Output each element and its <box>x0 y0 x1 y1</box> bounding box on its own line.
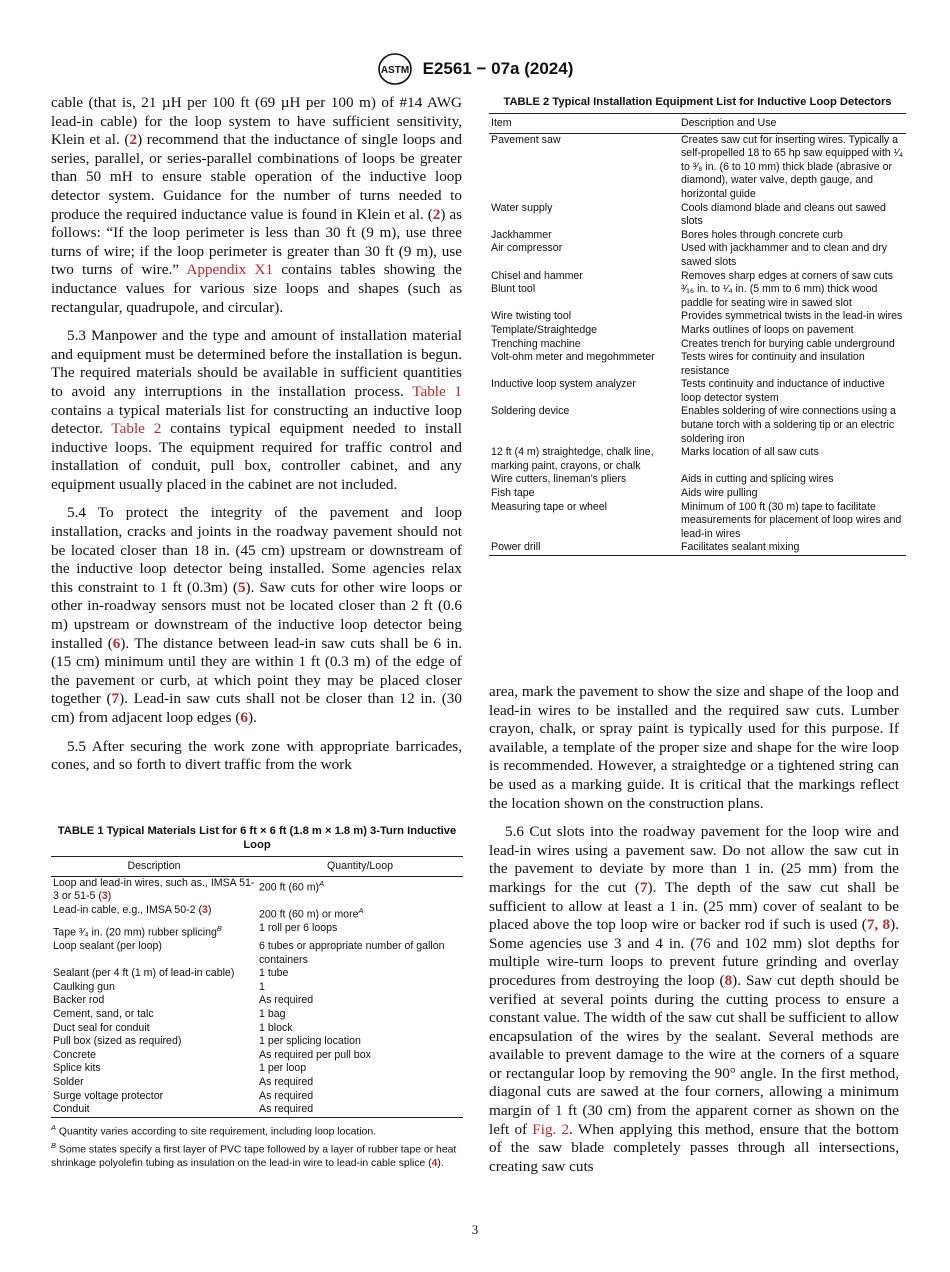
quantity-cell: 1 block <box>259 1021 293 1034</box>
item-cell: Blunt tool <box>491 283 536 296</box>
table-row <box>489 351 906 378</box>
item-cell: Chisel and hammer <box>491 269 583 282</box>
table-row <box>489 487 906 501</box>
table-1-caption: TABLE 1 Typical Materials List for 6 ft × 6 ft (1.8 m × 1.8 m) 3-Turn Inductive Loop <box>57 825 457 851</box>
table-row <box>489 405 906 446</box>
astm-logo-text: ASTM <box>380 65 409 76</box>
description-cell: Sealant (per 4 ft (1 m) of lead-in cable) <box>53 967 235 980</box>
table-2-caption: TABLE 2 Typical Installation Equipment List for Inductive Loop Detectors <box>503 96 892 108</box>
description-cell: Minimum of 100 ft (30 m) tape to facilitate measurements for placement of loop wires and lead-in wires <box>681 500 902 540</box>
table-row <box>489 133 906 201</box>
description-cell: Marks outlines of loops on pavement <box>681 323 854 336</box>
description-cell: Solder <box>53 1075 84 1088</box>
table-row <box>489 378 906 405</box>
quantity-cell: As required <box>259 1089 314 1102</box>
paragraph-5-6: 5.6 Cut slots into the roadway pavement for the loop wire and lead-in wires using a pavement saw. Do not allow the saw cut in the pavement to deviate by more than 1 in. (25 mm) from the markings for the cut (7). The depth of the saw cut shall be sufficient to allow at least a 1 in. (25 mm) cover of sealant to be placed above the top loop wire or backer rod if such is used (7, 8). Some agencies use 3 and 4 in. (76 and 102 mm) slot depths for multiple wire-turn loops to prevent future grinding and overlay procedures from destroying the loop (8). Saw cut depth should be verified at several points during the cutting process to ensure a constant value. The width of the saw cut shall be sufficient to allow encapsulation of the wires by the sealant. Several methods are available to prevent damage to the wire at the corners of a square or rectangular loop by removing the 90° angle. In the first method, diagonal cuts are sawed at the four corners, allowing a minimum margin of 1 ft (30 cm) from the apparent corner as shown on the left of Fig. 2. When applying this method, ensure that the bottom of the saw blade completely passes through all intersections, creating saw cuts <box>489 823 899 1175</box>
item-cell: Water supply <box>491 201 553 214</box>
table-row <box>489 242 906 269</box>
table-2 <box>489 95 906 556</box>
table-header-row <box>51 857 463 877</box>
description-cell: Cement, sand, or talc <box>53 1008 154 1020</box>
table-2-link[interactable]: Table 2 <box>111 420 162 438</box>
document-designation: E2561 − 07a (2024) <box>422 59 574 78</box>
page-number: 3 <box>471 1222 479 1237</box>
table-row <box>489 338 906 352</box>
ref-link[interactable]: 4 <box>431 1157 438 1169</box>
description-cell: Used with jackhammer and to clean and dry sawed slots <box>681 242 888 268</box>
table-row <box>51 1062 463 1076</box>
ref-link[interactable]: 5 <box>237 578 246 596</box>
table-row <box>489 229 906 243</box>
column-header: Description and Use <box>679 114 906 134</box>
table-row <box>51 1008 463 1022</box>
description-cell: Creates trench for burying cable underground <box>681 337 895 350</box>
table-row <box>51 1049 463 1063</box>
table-row <box>489 310 906 324</box>
appendix-x1-link[interactable]: Appendix X1 <box>186 261 274 279</box>
table-row <box>489 501 906 542</box>
item-cell: Air compressor <box>491 242 563 255</box>
description-cell: Tape ³⁄₄ in. (20 mm) rubber splicing$^B$ <box>53 923 222 939</box>
quantity-cell: 200 ft (60 m)$^A$ <box>259 878 325 894</box>
paragraph-5-5-cont: area, mark the pavement to show the size and shape of the loop and lead-in wires to be installed and the required saw cuts. Lumber crayon, chalk, or spray paint is typically used for this purpose. If available, a template of the proper size and shape for the wire loop is recommended. However, a straightedge or a tightened string can be used as a marking guide. It is critical that the markings reflect the location shown on the construction plans. <box>489 683 899 812</box>
description-cell: Aids wire pulling <box>681 487 758 500</box>
table-row <box>51 994 463 1008</box>
item-cell: Volt-ohm meter and megohmmeter <box>491 351 655 364</box>
table-row <box>51 981 463 995</box>
description-cell: Enables soldering of wire connections using a butane torch with a soldering tip or an electric soldering iron <box>681 405 896 445</box>
page-header <box>0 52 950 86</box>
description-cell: Removes sharp edges at corners of saw cuts <box>681 269 893 282</box>
ref-link[interactable]: 7 <box>111 690 120 708</box>
description-cell: Tests continuity and inductance of inductive loop detector system <box>681 378 885 404</box>
ref-link[interactable]: 2 <box>432 205 441 223</box>
quantity-cell: 6 tubes or appropriate number of gallon containers <box>259 940 445 966</box>
table-row <box>51 940 463 967</box>
item-cell: Inductive loop system analyzer <box>491 378 636 391</box>
description-cell: Loop and lead-in wires, such as., IMSA 51-3 or 51-5 (3) <box>53 876 255 903</box>
description-cell: Splice kits <box>53 1062 101 1075</box>
ref-link[interactable]: 7 <box>639 878 648 896</box>
item-cell: Fish tape <box>491 487 535 500</box>
ref-link[interactable]: 8 <box>724 971 733 989</box>
item-cell: Soldering device <box>491 405 570 418</box>
table-2-grid <box>489 113 906 556</box>
description-cell: Creates saw cut for inserting wires. Typically a self-propelled 18 to 65 hp saw equipped with ¹⁄₄ to ³⁄₈ in. (6 to 10 mm) thick blade (abrasive or diamond), water valve, depth gauge, and horizontal guide <box>681 133 904 200</box>
left-column <box>51 94 462 785</box>
description-cell: Pull box (sized as required) <box>53 1035 182 1048</box>
table-row <box>489 446 906 473</box>
ref-link[interactable]: 7, 8 <box>866 916 891 934</box>
description-cell: Caulking gun <box>53 980 115 993</box>
ref-link[interactable]: 3 <box>202 903 208 916</box>
ref-link[interactable]: 2 <box>129 131 138 149</box>
description-cell: Bores holes through concrete curb <box>681 228 843 241</box>
quantity-cell: As required <box>259 1075 314 1088</box>
table-1 <box>51 824 463 1170</box>
paragraph-inductance: cable (that is, 21 µH per 100 ft (69 µH per 100 m) of #14 AWG lead-in cable) for the loop system to have sufficient sensitivity, Klein et al. (2) recommend that the inductance of single loops and series, parallel, or series-parallel combinations of loops be greater than 50 mH to ensure stable operation of the inductive loop detector system. Guidance for the number of turns needed to produce the required inductance value is found in Klein et al. (2) as follows: “If the loop perimeter is less than 30 ft (9 m), use three turns of wire; if the loop perimeter is greater than 30 ft (9 m), use two turns of wire.” Appendix X1 contains tables showing the inductance values for various size loops and shapes (such as rectangular, quadrupole, and circular). <box>51 94 462 316</box>
quantity-cell: As required <box>259 1103 314 1116</box>
quantity-cell: 1 per loop <box>259 1062 307 1075</box>
column-header: Description <box>51 857 257 877</box>
description-cell: Duct seal for conduit <box>53 1021 150 1034</box>
table-row <box>489 473 906 487</box>
description-cell: ³⁄₁₆ in. to ¹⁄₄ in. (5 mm to 6 mm) thick wood paddle for seating wire in sawed slot <box>681 283 878 309</box>
table-1-link[interactable]: Table 1 <box>412 382 462 400</box>
item-cell: Template/Straightedge <box>491 323 598 336</box>
table-row <box>489 283 906 310</box>
quantity-cell: 1 per splicing location <box>259 1035 361 1048</box>
table-row <box>51 967 463 981</box>
table-row <box>51 922 463 940</box>
table-row <box>51 1022 463 1036</box>
description-cell: Cools diamond blade and cleans out sawed slots <box>681 201 886 228</box>
paragraph-5-3: 5.3 Manpower and the type and amount of installation material and equipment must be determined before the installation is begun. The required materials should be available in sufficient quantities to avoid any interruptions in the installation process. Table 1 contains a typical materials list for constructing an inductive loop detector. Table 2 contains typical equipment needed to install inductive loops. The equipment required for traffic control and installation of conduit, pull box, controller cabinet, and any equipment usually placed in the cabinet are not included. <box>51 327 463 493</box>
quantity-cell: 200 ft (60 m) or more$^A$ <box>259 905 364 921</box>
table-header-row <box>489 114 906 134</box>
table-row <box>51 1035 463 1049</box>
fig-2-link[interactable]: Fig. 2 <box>532 1120 570 1138</box>
table-row <box>51 876 463 904</box>
description-cell: Provides symmetrical twists in the lead-in wires <box>681 310 903 323</box>
table-row <box>489 270 906 284</box>
item-cell: Jackhammer <box>491 228 552 241</box>
astm-logo-icon <box>377 52 413 86</box>
description-cell: Tests wires for continuity and insulation resistance <box>681 351 865 377</box>
table-row <box>51 904 463 922</box>
paragraph-5-4: 5.4 To protect the integrity of the pavement and loop installation, cracks and joints in the roadway pavement should not be located closer than 18 in. (45 cm) upstream or downstream of the inductive loop detector being installed. Some agencies relax this constraint to 1 ft (0.3m) (5). Saw cuts for other wire loops or other in-roadway sensors must not be located closer than 2 ft (0.6 m) upstream or downstream of the inductive loop detector being installed (6). The distance between lead-in saw cuts shall be 6 in. (15 cm) minimum until they are within 1 ft (0.3 m) of the edge of the pavement or curb, at which point they may be placed closer together (7). Lead-in saw cuts shall not be closer than 12 in. (30 cm) from adjacent loop edges (6). <box>51 504 462 726</box>
quantity-cell: 1 tube <box>259 967 289 980</box>
quantity-cell: As required <box>259 994 314 1007</box>
table-row <box>489 541 906 555</box>
table-row <box>51 1076 463 1090</box>
quantity-cell: As required per pull box <box>259 1048 371 1061</box>
description-cell: Backer rod <box>53 994 105 1007</box>
paragraph-5-5: 5.5 After securing the work zone with appropriate barricades, cones, and so forth to divert traffic from the work <box>51 737 462 774</box>
item-cell: Wire twisting tool <box>491 310 572 323</box>
column-header: Item <box>489 114 679 134</box>
item-cell: 12 ft (4 m) straightedge, chalk line, marking paint, crayons, or chalk <box>491 446 654 472</box>
quantity-cell: 1 <box>259 980 265 993</box>
right-column <box>489 683 899 1186</box>
item-cell: Pavement saw <box>491 133 561 146</box>
table-row <box>51 1103 463 1117</box>
item-cell: Power drill <box>491 541 541 554</box>
description-cell: Conduit <box>53 1103 90 1116</box>
description-cell: Lead-in cable, e.g., IMSA 50-2 (3) <box>53 903 212 916</box>
table-row <box>51 1090 463 1104</box>
footnote-a: $^A$ Quantity varies according to site requirement, including loop location. <box>51 1122 376 1138</box>
ref-link[interactable]: 3 <box>101 890 108 903</box>
item-cell: Measuring tape or wheel <box>491 500 608 513</box>
table-1-grid <box>51 856 463 1118</box>
item-cell: Trenching machine <box>491 337 581 350</box>
description-cell: Surge voltage protector <box>53 1089 164 1102</box>
description-cell: Marks location of all saw cuts <box>681 446 819 459</box>
description-cell: Loop sealant (per loop) <box>53 940 162 953</box>
footnote-b: $^B$ Some states specify a first layer of PVC tape followed by a layer of rubber tape or heat shrinkage polyolefin tubing as insulation on the lead-in wire to lead-in cable splice (4). <box>51 1140 457 1169</box>
quantity-cell: 1 roll per 6 loops <box>259 921 338 934</box>
table-row <box>489 202 906 229</box>
ref-link[interactable]: 6 <box>112 634 121 652</box>
item-cell: Wire cutters, lineman’s pliers <box>491 473 627 486</box>
column-header: Quantity/Loop <box>257 857 463 877</box>
description-cell: Aids in cutting and splicing wires <box>681 473 834 486</box>
description-cell: Concrete <box>53 1048 96 1061</box>
description-cell: Facilitates sealant mixing <box>681 541 800 554</box>
table-row <box>489 324 906 338</box>
ref-link[interactable]: 6 <box>240 709 248 726</box>
quantity-cell: 1 bag <box>259 1008 286 1020</box>
